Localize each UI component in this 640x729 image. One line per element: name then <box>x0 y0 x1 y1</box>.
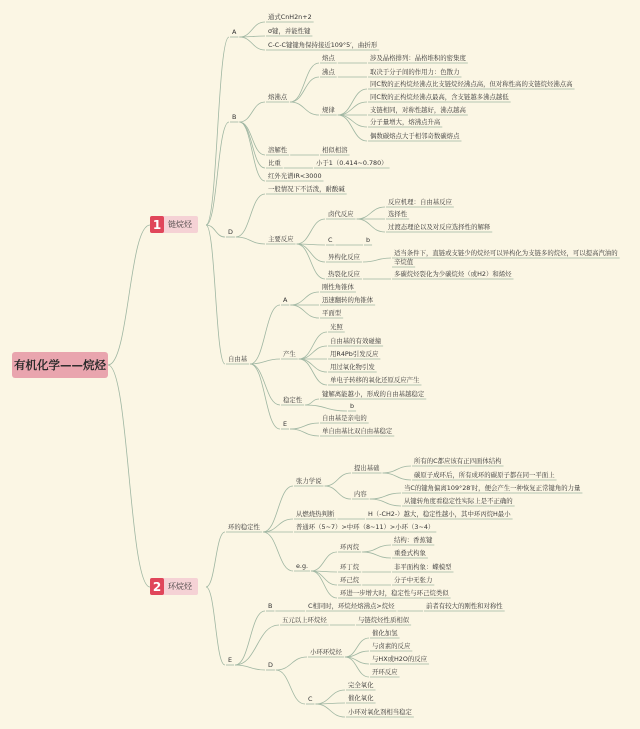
node-b2-s1[interactable]: 张力学说 <box>296 477 322 485</box>
node-b1-D-m1b[interactable]: 选择性 <box>388 210 408 218</box>
connector-line <box>206 532 225 587</box>
node-b1-B-mp2[interactable]: 沸点 <box>322 68 335 76</box>
node-b2-eg1a[interactable]: 结构：香蕉键 <box>394 536 433 544</box>
node-b2-eg3[interactable]: 环己烷 <box>340 576 360 584</box>
connector-root-branch1 <box>108 225 150 365</box>
connector-line <box>299 346 327 359</box>
node-b1-B[interactable]: B <box>232 113 237 121</box>
node-b1-rad-S1[interactable]: 键解离能越小，形成的自由基越稳定 <box>322 390 425 398</box>
node-b1-D-main[interactable]: 主要反应 <box>268 235 294 243</box>
connector-line <box>325 486 351 499</box>
node-b1-D-m2[interactable]: C <box>328 236 333 244</box>
node-b2-eg2a[interactable]: 非平面构象：蝶模型 <box>394 563 452 571</box>
node-b1-rad-E2[interactable]: 单自由基比双自由基稳定 <box>322 427 393 435</box>
node-b1-B-ir[interactable]: 红外光谱IR<3000 <box>268 172 322 180</box>
node-b1-rad-P3[interactable]: 用R4Pb引发反应 <box>330 350 379 358</box>
node-b1-rad-P2[interactable]: 自由基的有效碰撞 <box>330 337 382 345</box>
node-b1-B-mp1[interactable]: 熔点 <box>322 54 335 62</box>
node-b2-s2[interactable]: 从燃烧热判断 <box>296 510 335 518</box>
connector-line <box>239 37 265 50</box>
node-b2-stab[interactable]: 环的稳定性 <box>228 523 260 531</box>
connector-line <box>305 399 319 405</box>
connector-line <box>299 359 327 385</box>
node-b1-A[interactable]: A <box>232 28 237 36</box>
node-b2-E1a[interactable]: 与链烷烃性质相似 <box>358 616 410 624</box>
connector-line <box>357 207 385 219</box>
node-b1-D1[interactable]: 一般情况下不活泼，耐酸碱 <box>268 185 345 193</box>
node-b1-B-sol[interactable]: 溶解性 <box>268 146 288 154</box>
node-b1-rad-S[interactable]: 稳定性 <box>283 396 303 404</box>
connector-line <box>362 552 391 558</box>
connector-line <box>263 532 293 571</box>
connector-line <box>383 466 411 473</box>
node-b2-D-s4[interactable]: 开环反应 <box>372 668 398 676</box>
connector-line <box>370 493 401 499</box>
connector-line <box>290 292 319 305</box>
node-b1-A3[interactable]: C-C-C键键角保持接近109°5′，曲折形 <box>268 41 378 49</box>
node-b1-rad-P5[interactable]: 单电子转移的氧化还原反应产生 <box>330 376 420 384</box>
connector-line <box>276 670 305 704</box>
connector-line <box>325 473 351 486</box>
connector-line <box>383 473 411 480</box>
node-b1-D-m3[interactable]: 异构化反应 <box>328 253 360 261</box>
connector-line <box>239 122 265 168</box>
branch-label: 环烷烃 <box>168 582 192 591</box>
node-b1-D-m1[interactable]: 卤代反应 <box>328 210 354 218</box>
branch-number-badge: 2 <box>150 578 164 595</box>
connector-line <box>299 332 327 359</box>
node-b2-s1b1[interactable]: 当C的键角偏离109°28′时，便会产生一种恢复正常键角的力量 <box>404 484 581 492</box>
node-b1-D-m3a2[interactable]: 辛烷值 <box>394 258 414 266</box>
node-b1-B-mp[interactable]: 熔沸点 <box>268 93 288 101</box>
connector-line <box>311 552 337 571</box>
node-b2-s1a[interactable]: 提出基础 <box>354 464 380 472</box>
connector-line <box>290 305 319 318</box>
node-b2-s1a1[interactable]: 所有的C都应该有正四面体结构 <box>414 457 502 465</box>
branch-chain-alkanes[interactable] <box>150 216 198 233</box>
connector-line <box>338 89 367 115</box>
connector-line <box>206 587 225 665</box>
node-b1-B-den[interactable]: 比重 <box>268 159 281 167</box>
node-b2-B[interactable]: B <box>268 602 273 610</box>
connector-line <box>290 77 319 102</box>
connector-line <box>206 225 225 364</box>
connector-line <box>299 359 327 372</box>
node-b1-B-mp3e[interactable]: 偶数碳熔点大于相邻奇数碳熔点 <box>370 132 460 140</box>
connector-line <box>315 704 345 717</box>
connector-line <box>290 429 319 436</box>
node-b2-eg2[interactable]: 环丁烷 <box>340 563 360 571</box>
node-b2-E1[interactable]: 五元以上环烷烃 <box>282 616 327 624</box>
connector-line <box>311 571 337 585</box>
connector-line <box>206 37 229 225</box>
node-b2-D-small[interactable]: 小环环烷烃 <box>310 648 342 656</box>
connector-line <box>239 102 265 122</box>
node-b1-B-mp3[interactable]: 规律 <box>322 106 335 114</box>
node-b2-D-s1[interactable]: 催化加氢 <box>372 629 398 637</box>
node-b2-C1[interactable]: 完全氧化 <box>348 681 374 689</box>
node-b1-rad-A2[interactable]: 迅速翻转的角锥体 <box>322 296 374 304</box>
node-b2-B1[interactable]: C相同时，环烷烃熔沸点>烷烃 <box>308 602 395 610</box>
node-b1-rad-S2[interactable]: b <box>350 402 355 410</box>
connector-line <box>362 545 391 552</box>
node-b2-eg1b[interactable]: 重叠式构象 <box>394 549 426 557</box>
connector-line <box>338 115 367 127</box>
node-b1-D-m2a[interactable]: b <box>366 236 371 244</box>
node-b1-rad-A[interactable]: A <box>283 296 288 304</box>
connector-line <box>290 63 319 102</box>
connector-line <box>239 22 265 37</box>
node-b1-D-m4[interactable]: 热裂化反应 <box>328 270 360 278</box>
branch-cycloalkanes[interactable] <box>150 578 198 595</box>
connector-line <box>305 405 347 411</box>
connector-line <box>338 102 367 115</box>
node-b2-eg1[interactable]: 环丙烷 <box>340 543 360 551</box>
node-b1-B-mp3b[interactable]: 同C数的正构烷烃沸点最高，含支链越多沸点越低 <box>370 93 509 101</box>
connector-line <box>363 258 391 262</box>
node-b2-D-s2[interactable]: 与卤素的反应 <box>372 642 411 650</box>
node-b1-rad-P4[interactable]: 用过氧化物引发 <box>330 363 375 371</box>
node-b1-rad-A1[interactable]: 刚性角锥体 <box>322 283 354 291</box>
node-b2-C2[interactable]: 催化氧化 <box>348 694 374 702</box>
node-b2-s2a[interactable]: H（-CH2-）越大，稳定性越小，其中环丙烷H最小 <box>368 510 511 518</box>
node-b1-B-mp3d[interactable]: 分子量增大，熔沸点升高 <box>370 118 441 126</box>
connector-line <box>345 657 369 677</box>
node-b2-C[interactable]: C <box>308 695 313 703</box>
node-b1-rad[interactable]: 自由基 <box>228 355 248 363</box>
node-b2-eg3a[interactable]: 分子中无张力 <box>394 576 433 584</box>
connector-line <box>236 194 265 237</box>
node-b2-E[interactable]: E <box>228 656 233 664</box>
node-b1-B-den1[interactable]: 小于1（0.414~0.780） <box>316 159 388 167</box>
node-b1-D-m1a[interactable]: 反应机理：自由基反应 <box>388 198 452 206</box>
connector-line <box>290 423 319 429</box>
connector-line <box>315 690 345 704</box>
node-b1-D-m4a[interactable]: 多碳烷烃裂化为少碳烷烃（或H2）和烯烃 <box>394 270 512 278</box>
node-b2-D-s3[interactable]: 与HX或H2O的反应 <box>372 655 428 663</box>
node-b1-rad-P1[interactable]: 光照 <box>330 323 343 331</box>
connector-line <box>250 364 280 429</box>
connector-line <box>338 115 367 141</box>
node-b1-B-sol1[interactable]: 相似相溶 <box>322 146 348 154</box>
node-b1-D[interactable]: D <box>228 228 233 236</box>
node-b2-C3[interactable]: 小环对氧化剂相当稳定 <box>348 708 412 716</box>
node-b2-s1a2[interactable]: 碳原子成环后，所有成环的碳原子都在同一平面上 <box>414 471 555 479</box>
node-b1-rad-E1[interactable]: 自由基是亲电的 <box>322 414 367 422</box>
node-b1-D-m3a[interactable]: 适当条件下，直链或支链少的烷烃可以异构化为支链多的烷烃，可以提高汽油的 <box>394 249 618 257</box>
node-b2-eg4[interactable]: 环进一步增大时，稳定性与环己烷类似 <box>340 589 449 597</box>
node-b2-s1b2[interactable]: 从键转角度看稳定性实际上是不正确的 <box>404 497 513 505</box>
connector-line <box>276 657 307 670</box>
node-b2-eg[interactable]: e.g. <box>296 562 309 570</box>
connector-line <box>250 364 280 405</box>
branch-label: 链烷烃 <box>168 220 192 229</box>
node-b2-s3[interactable]: 普通环（5~7）>中环（8~11）>小环（3~4） <box>296 523 435 531</box>
node-b1-A2[interactable]: σ键，并能性键 <box>268 27 311 35</box>
connector-line <box>236 237 265 244</box>
node-b1-rad-A3[interactable]: 平面型 <box>322 309 342 317</box>
node-b2-s1b[interactable]: 内容 <box>354 490 367 498</box>
connector-line <box>250 305 280 364</box>
connector-line <box>297 244 325 262</box>
node-b1-B-mp3a[interactable]: 同C数的正构烷烃沸点比支链烷烃沸点高，但对称性高的支链烷烃沸点高 <box>370 80 573 88</box>
connector-line <box>290 102 319 115</box>
connector-line <box>235 625 279 665</box>
node-b1-rad-P[interactable]: 产生 <box>283 350 296 358</box>
connector-line <box>370 499 401 506</box>
node-b1-B-mp2a[interactable]: 取决于分子间的作用力：色散力 <box>370 68 460 76</box>
node-b1-A1[interactable]: 通式CnH2n+2 <box>268 13 312 21</box>
connector-line <box>357 219 385 232</box>
node-b1-rad-E[interactable]: E <box>283 420 288 428</box>
node-b2-B1a[interactable]: 前者有较大的刚性和对称性 <box>426 602 503 610</box>
connector-line <box>297 219 325 244</box>
node-b1-B-mp3c[interactable]: 支链相同，对称性越好，沸点越高 <box>370 106 466 114</box>
branch-number-badge: 1 <box>150 216 164 233</box>
connector-line <box>235 665 265 670</box>
connector-root-branch2 <box>108 365 150 587</box>
connector-line <box>239 122 265 181</box>
root-topic[interactable]: 有机化学——烷烃 <box>12 352 108 378</box>
node-b1-D-m1c[interactable]: 过渡态理论以及对反应选择性的解释 <box>388 223 491 231</box>
node-b1-B-mp1a[interactable]: 涉及晶格排列：晶格堆积的密集度 <box>370 54 466 62</box>
node-b2-D[interactable]: D <box>268 661 273 669</box>
